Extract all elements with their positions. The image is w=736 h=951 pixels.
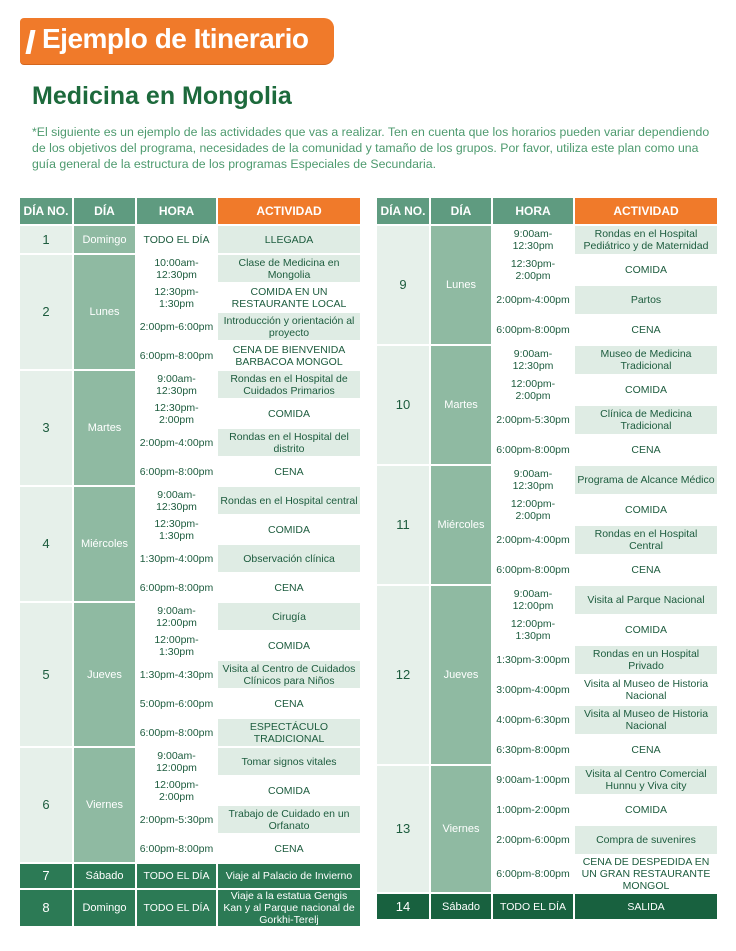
table-row bbox=[20, 864, 360, 888]
activity-cell: COMIDA bbox=[218, 400, 360, 427]
time-cell: 6:30pm-8:00pm bbox=[493, 736, 573, 764]
activity-cell: CENA DE DESPEDIDA EN UN GRAN RESTAURANTE MONGOL bbox=[575, 856, 717, 892]
table-row bbox=[377, 586, 717, 614]
time-cell: 12:30pm-2:00pm bbox=[137, 400, 216, 427]
activity-cell: Viaje al Palacio de Invierno bbox=[218, 864, 360, 888]
intro-paragraph: *El siguiente es un ejemplo de las actividades que vas a realizar. Ten en cuenta que los horarios pueden variar dependiendo de los objetivos del programa, necesidades de la comunidad y tamaño de los grupos. Por favor, utiliza este plan como una guía general de la estructura de los programas Especiales de Secundaria. bbox=[32, 125, 710, 171]
activity-cell: Introducción y orientación al proyecto bbox=[218, 313, 360, 340]
day-name: Lunes bbox=[74, 255, 135, 369]
table-row bbox=[377, 466, 717, 494]
time-cell: 1:00pm-2:00pm bbox=[493, 796, 573, 824]
time-cell: 6:00pm-8:00pm bbox=[493, 316, 573, 344]
table-row bbox=[20, 603, 360, 630]
table-row bbox=[20, 226, 360, 253]
activity-cell: Rondas en el Hospital Pediátrico y de Maternidad bbox=[575, 226, 717, 254]
day-number: 12 bbox=[377, 586, 429, 764]
time-cell: 9:00am-12:30pm bbox=[137, 487, 216, 514]
activity-cell: Museo de Medicina Tradicional bbox=[575, 346, 717, 374]
time-cell: 9:00am-12:00pm bbox=[137, 748, 216, 775]
activity-cell: CENA bbox=[575, 556, 717, 584]
activity-cell: Visita al Centro de Cuidados Clínicos para Niños bbox=[218, 661, 360, 688]
activity-cell: Trabajo de Cuidado en un Orfanato bbox=[218, 806, 360, 833]
day-name: Miércoles bbox=[431, 466, 491, 584]
day-number: 5 bbox=[20, 603, 72, 746]
table-row bbox=[20, 890, 360, 926]
day-number: 7 bbox=[20, 864, 72, 888]
time-cell: 9:00am-12:00pm bbox=[493, 586, 573, 614]
banner-title: Ejemplo de Itinerario bbox=[42, 23, 309, 54]
activity-cell: ESPECTÁCULO TRADICIONAL bbox=[218, 719, 360, 746]
activity-cell: Rondas en el Hospital Central bbox=[575, 526, 717, 554]
time-cell: TODO EL DÍA bbox=[137, 226, 216, 253]
day-name: Martes bbox=[431, 346, 491, 464]
activity-cell: COMIDA bbox=[218, 516, 360, 543]
time-cell: 12:00pm-1:30pm bbox=[137, 632, 216, 659]
activity-cell: CENA bbox=[218, 458, 360, 485]
day-number: 2 bbox=[20, 255, 72, 369]
time-cell: 6:00pm-8:00pm bbox=[137, 719, 216, 746]
time-cell: 2:00pm-5:30pm bbox=[137, 806, 216, 833]
time-cell: 6:00pm-8:00pm bbox=[493, 436, 573, 464]
activity-cell: CENA bbox=[575, 316, 717, 344]
header-hora: HORA bbox=[137, 198, 216, 224]
activity-cell: Programa de Alcance Médico bbox=[575, 466, 717, 494]
activity-cell: Visita al Parque Nacional bbox=[575, 586, 717, 614]
activity-cell: COMIDA bbox=[575, 256, 717, 284]
time-cell: TODO EL DÍA bbox=[493, 894, 573, 919]
time-cell: 2:00pm-4:00pm bbox=[137, 429, 216, 456]
time-cell: 2:00pm-4:00pm bbox=[493, 526, 573, 554]
activity-cell: CENA DE BIENVENIDA BARBACOA MONGOL bbox=[218, 342, 360, 369]
activity-cell: Cirugía bbox=[218, 603, 360, 630]
time-cell: 12:30pm-1:30pm bbox=[137, 284, 216, 311]
time-cell: 6:00pm-8:00pm bbox=[493, 856, 573, 892]
activity-cell: LLEGADA bbox=[218, 226, 360, 253]
header-actividad: ACTIVIDAD bbox=[575, 198, 717, 224]
time-cell: 2:00pm-4:00pm bbox=[493, 286, 573, 314]
day-name: Martes bbox=[74, 371, 135, 485]
activity-cell: Rondas en el Hospital de Cuidados Primarios bbox=[218, 371, 360, 398]
header-hora: HORA bbox=[493, 198, 573, 224]
activity-cell: Visita al Museo de Historia Nacional bbox=[575, 706, 717, 734]
activity-cell: Viaje a la estatua Gengis Kan y al Parque nacional de Gorkhi-Terelj bbox=[218, 890, 360, 926]
day-name: Viernes bbox=[74, 748, 135, 862]
time-cell: 6:00pm-8:00pm bbox=[137, 342, 216, 369]
activity-cell: Observación clínica bbox=[218, 545, 360, 572]
activity-cell: CENA bbox=[575, 436, 717, 464]
table-row bbox=[20, 487, 360, 514]
time-cell: 12:30pm-1:30pm bbox=[137, 516, 216, 543]
header-dia-no: DÍA NO. bbox=[377, 198, 429, 224]
day-number: 3 bbox=[20, 371, 72, 485]
activity-cell: CENA bbox=[218, 690, 360, 717]
table-row bbox=[377, 346, 717, 374]
time-cell: 6:00pm-8:00pm bbox=[493, 556, 573, 584]
page-subtitle: Medicina en Mongolia bbox=[32, 82, 292, 110]
day-name: Lunes bbox=[431, 226, 491, 344]
activity-cell: Visita al Centro Comercial Hunnu y Viva city bbox=[575, 766, 717, 794]
activity-cell: COMIDA bbox=[575, 496, 717, 524]
activity-cell: COMIDA EN UN RESTAURANTE LOCAL bbox=[218, 284, 360, 311]
activity-cell: CENA bbox=[575, 736, 717, 764]
time-cell: 3:00pm-4:00pm bbox=[493, 676, 573, 704]
table-row bbox=[20, 371, 360, 398]
activity-cell: Visita al Museo de Historia Nacional bbox=[575, 676, 717, 704]
time-cell: TODO EL DÍA bbox=[137, 890, 216, 926]
table-row bbox=[377, 226, 717, 254]
time-cell: TODO EL DÍA bbox=[137, 864, 216, 888]
time-cell: 12:30pm-2:00pm bbox=[493, 256, 573, 284]
activity-cell: Tomar signos vitales bbox=[218, 748, 360, 775]
table-row bbox=[20, 748, 360, 775]
day-name: Jueves bbox=[74, 603, 135, 746]
time-cell: 1:30pm-4:30pm bbox=[137, 661, 216, 688]
time-cell: 12:00pm-2:00pm bbox=[493, 376, 573, 404]
activity-cell: COMIDA bbox=[218, 777, 360, 804]
itinerary-table-right bbox=[375, 196, 719, 921]
activity-cell: Clínica de Medicina Tradicional bbox=[575, 406, 717, 434]
day-number: 13 bbox=[377, 766, 429, 892]
banner-accent bbox=[25, 30, 35, 54]
header-actividad: ACTIVIDAD bbox=[218, 198, 360, 224]
day-name: Sábado bbox=[74, 864, 135, 888]
day-number: 1 bbox=[20, 226, 72, 253]
activity-cell: COMIDA bbox=[575, 616, 717, 644]
itinerary-table-left bbox=[18, 196, 362, 928]
title-banner bbox=[20, 18, 334, 64]
time-cell: 12:00pm-2:00pm bbox=[137, 777, 216, 804]
time-cell: 5:00pm-6:00pm bbox=[137, 690, 216, 717]
activity-cell: CENA bbox=[218, 835, 360, 862]
time-cell: 12:00pm-1:30pm bbox=[493, 616, 573, 644]
day-number: 8 bbox=[20, 890, 72, 926]
day-name: Jueves bbox=[431, 586, 491, 764]
time-cell: 2:00pm-6:00pm bbox=[493, 826, 573, 854]
day-number: 4 bbox=[20, 487, 72, 601]
activity-cell: COMIDA bbox=[218, 632, 360, 659]
table-row bbox=[20, 255, 360, 282]
day-number: 10 bbox=[377, 346, 429, 464]
time-cell: 1:30pm-4:00pm bbox=[137, 545, 216, 572]
day-name: Sábado bbox=[431, 894, 491, 919]
header-dia: DÍA bbox=[431, 198, 491, 224]
time-cell: 12:00pm-2:00pm bbox=[493, 496, 573, 524]
activity-cell: Compra de suvenires bbox=[575, 826, 717, 854]
time-cell: 4:00pm-6:30pm bbox=[493, 706, 573, 734]
day-number: 6 bbox=[20, 748, 72, 862]
activity-cell: COMIDA bbox=[575, 796, 717, 824]
day-name: Domingo bbox=[74, 226, 135, 253]
activity-cell: CENA bbox=[218, 574, 360, 601]
time-cell: 1:30pm-3:00pm bbox=[493, 646, 573, 674]
time-cell: 9:00am-12:30pm bbox=[493, 346, 573, 374]
time-cell: 6:00pm-8:00pm bbox=[137, 835, 216, 862]
activity-cell: COMIDA bbox=[575, 376, 717, 404]
time-cell: 9:00am-12:30pm bbox=[493, 466, 573, 494]
time-cell: 9:00am-12:30pm bbox=[493, 226, 573, 254]
time-cell: 9:00am-12:30pm bbox=[137, 371, 216, 398]
time-cell: 6:00pm-8:00pm bbox=[137, 458, 216, 485]
header-dia-no: DÍA NO. bbox=[20, 198, 72, 224]
activity-cell: Clase de Medicina en Mongolia bbox=[218, 255, 360, 282]
activity-cell: Partos bbox=[575, 286, 717, 314]
activity-cell: Rondas en un Hospital Privado bbox=[575, 646, 717, 674]
day-number: 9 bbox=[377, 226, 429, 344]
time-cell: 9:00am-1:00pm bbox=[493, 766, 573, 794]
activity-cell: SALIDA bbox=[575, 894, 717, 919]
day-number: 14 bbox=[377, 894, 429, 919]
day-name: Viernes bbox=[431, 766, 491, 892]
table-row bbox=[377, 766, 717, 794]
day-name: Miércoles bbox=[74, 487, 135, 601]
day-name: Domingo bbox=[74, 890, 135, 926]
activity-cell: Rondas en el Hospital del distrito bbox=[218, 429, 360, 456]
activity-cell: Rondas en el Hospital central bbox=[218, 487, 360, 514]
day-number: 11 bbox=[377, 466, 429, 584]
time-cell: 10:00am-12:30pm bbox=[137, 255, 216, 282]
time-cell: 2:00pm-5:30pm bbox=[493, 406, 573, 434]
table-row bbox=[377, 894, 717, 919]
time-cell: 6:00pm-8:00pm bbox=[137, 574, 216, 601]
time-cell: 2:00pm-6:00pm bbox=[137, 313, 216, 340]
time-cell: 9:00am-12:00pm bbox=[137, 603, 216, 630]
header-dia: DÍA bbox=[74, 198, 135, 224]
